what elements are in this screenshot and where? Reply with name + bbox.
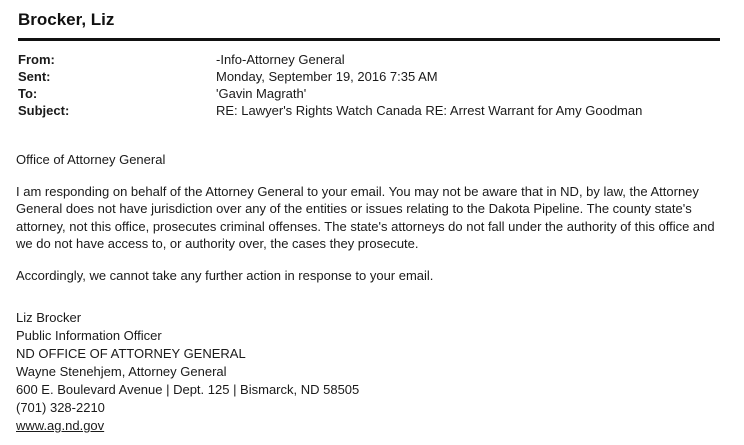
website-link[interactable]: www.ag.nd.gov xyxy=(16,418,105,433)
sender-name: Brocker, Liz xyxy=(18,10,115,29)
subject-value: RE: Lawyer's Rights Watch Canada RE: Arrest Warrant for Amy Goodman xyxy=(216,103,643,118)
from-row xyxy=(18,51,642,68)
to-value: 'Gavin Magrath' xyxy=(216,86,307,101)
signature xyxy=(16,309,359,435)
to-label: To: xyxy=(18,86,38,101)
signature-title: Public Information Officer xyxy=(16,328,162,343)
body-paragraph-2: Accordingly, we cannot take any further action in response to your email. xyxy=(16,267,434,283)
signature-phone: (701) 328-2210 xyxy=(16,400,105,415)
signature-ag: Wayne Stenehjem, Attorney General xyxy=(16,364,227,379)
sent-label: Sent: xyxy=(18,69,51,84)
to-row xyxy=(18,85,642,102)
subject-label: Subject: xyxy=(18,103,70,118)
body-paragraph-1: I am responding on behalf of the Attorney General to your email. You may not be aware that in ND, by law, the Attorney General does not have jurisdiction over any of the entities or issues relating to the Dakota Pipeline. The county state's attorney, not this office, prosecutes criminal offenses. The state's attorneys do not fall under the authority of this office and we do not have access to, or authority over, the cases they prosecute. xyxy=(16,183,715,251)
email-body xyxy=(16,151,728,298)
from-label: From: xyxy=(18,52,55,67)
sent-value: Monday, September 19, 2016 7:35 AM xyxy=(216,69,438,84)
subject-row xyxy=(18,102,642,119)
sent-row xyxy=(18,68,642,85)
title-divider xyxy=(18,38,720,41)
signature-office: ND OFFICE OF ATTORNEY GENERAL xyxy=(16,346,246,361)
signature-name: Liz Brocker xyxy=(16,310,82,325)
signature-address: 600 E. Boulevard Avenue | Dept. 125 | Bismarck, ND 58505 xyxy=(16,382,360,397)
from-value: -Info-Attorney General xyxy=(216,52,345,67)
email-header xyxy=(18,51,642,119)
greeting: Office of Attorney General xyxy=(16,152,166,167)
